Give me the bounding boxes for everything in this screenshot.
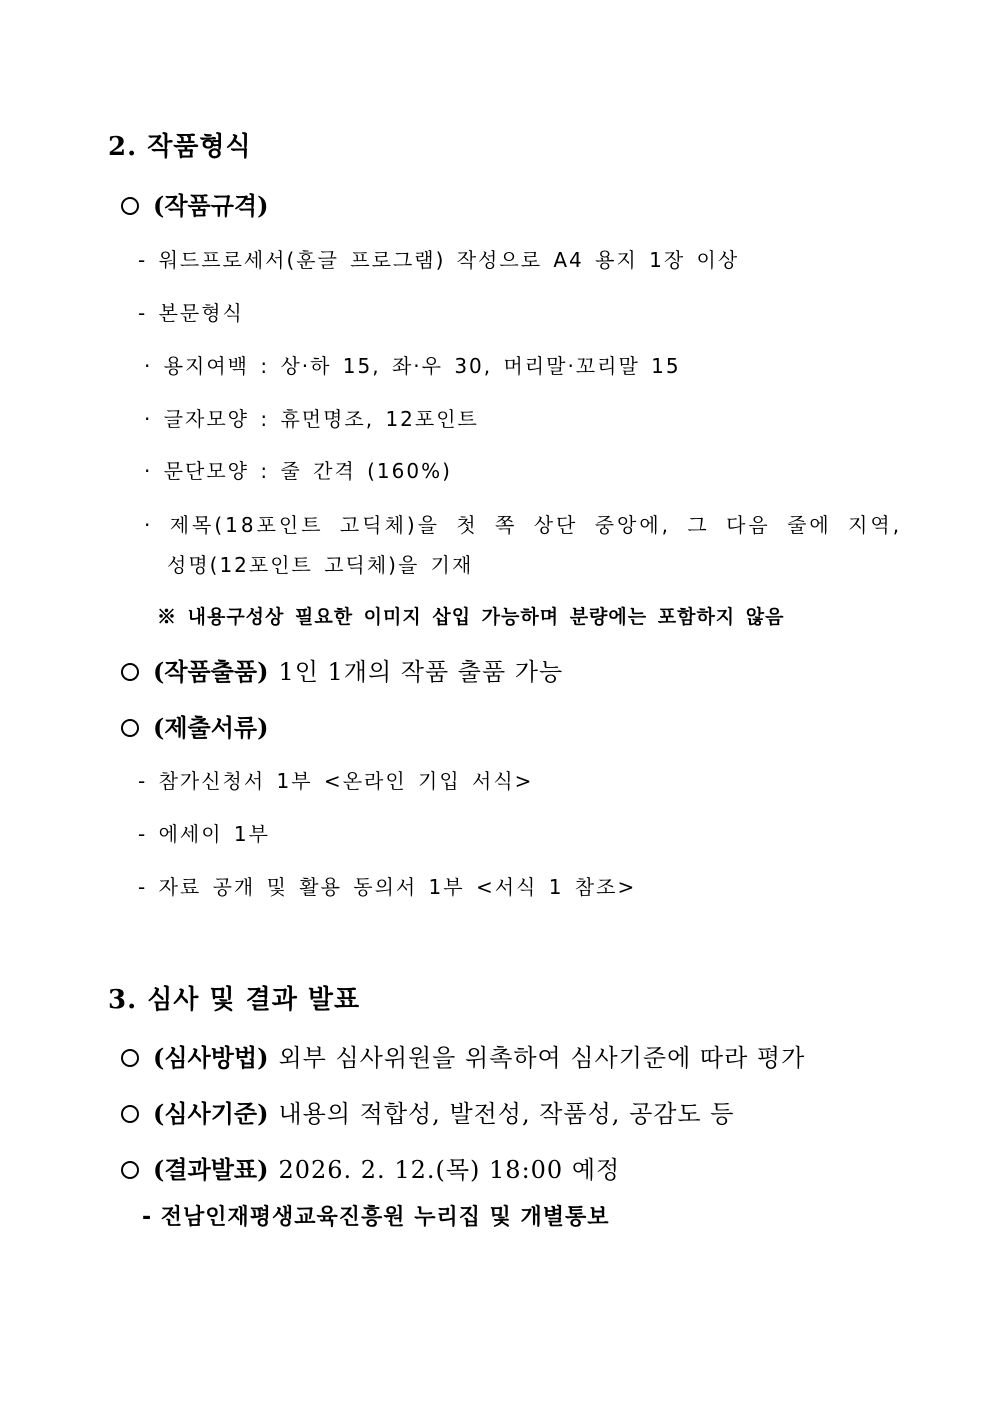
circle-bullet-icon <box>121 663 139 681</box>
spec-line-6: · 제목(18포인트 고딕체)을 첫 쪽 상단 중앙에, 그 다음 줄에 지역, <box>144 513 903 537</box>
entry-label: (작품출품) <box>153 657 269 686</box>
spec-line-3: · 용지여백 : 상·하 15, 좌·우 30, 머리말·꼬리말 15 <box>144 354 681 378</box>
docs-bullet <box>121 713 278 742</box>
section-2-heading: 2. 작품형식 <box>108 132 252 162</box>
spec-line-1: - 워드프로세서(훈글 프로그램) 작성으로 A4 용지 1장 이상 <box>138 248 740 272</box>
entry-bullet <box>121 657 564 686</box>
criteria-text: 내용의 적합성, 발전성, 작품성, 공감도 등 <box>278 1100 735 1128</box>
spec-note: ※ 내용구성상 필요한 이미지 삽입 가능하며 분량에는 포함하지 않음 <box>157 606 785 628</box>
circle-bullet-icon <box>121 1049 139 1067</box>
result-label: (결과발표) <box>153 1155 269 1184</box>
spec-line-7: 성명(12포인트 고딕체)을 기재 <box>167 553 474 577</box>
announce-line: - 전남인재평생교육진흥원 누리집 및 개별통보 <box>142 1205 610 1230</box>
section-3-heading: 3. 심사 및 결과 발표 <box>108 985 361 1015</box>
circle-bullet-icon <box>121 719 139 737</box>
spec-line-5: · 문단모양 : 줄 간격 (160%) <box>144 459 452 483</box>
docs-line-2: - 에세이 1부 <box>138 822 270 846</box>
circle-bullet-icon <box>121 1161 139 1179</box>
docs-line-1: - 참가신청서 1부 <온라인 기입 서식> <box>138 769 534 793</box>
spec-label: (작품규격) <box>153 191 269 220</box>
method-label: (심사방법) <box>153 1043 269 1072</box>
spec-line-2: - 본문형식 <box>138 301 244 325</box>
spec-bullet <box>121 191 278 220</box>
docs-line-3: - 자료 공개 및 활용 동의서 1부 <서식 1 참조> <box>138 875 637 899</box>
spec-line-4: · 글자모양 : 휴먼명조, 12포인트 <box>144 407 479 431</box>
method-text: 외부 심사위원을 위촉하여 심사기준에 따라 평가 <box>278 1044 806 1072</box>
criteria-bullet <box>121 1099 735 1128</box>
docs-label: (제출서류) <box>153 713 269 742</box>
criteria-label: (심사기준) <box>153 1099 269 1128</box>
result-bullet <box>121 1155 621 1184</box>
circle-bullet-icon <box>121 197 139 215</box>
circle-bullet-icon <box>121 1105 139 1123</box>
method-bullet <box>121 1043 806 1072</box>
result-text: 2026. 2. 12.(목) 18:00 예정 <box>278 1156 621 1184</box>
entry-text: 1인 1개의 작품 출품 가능 <box>278 658 564 686</box>
